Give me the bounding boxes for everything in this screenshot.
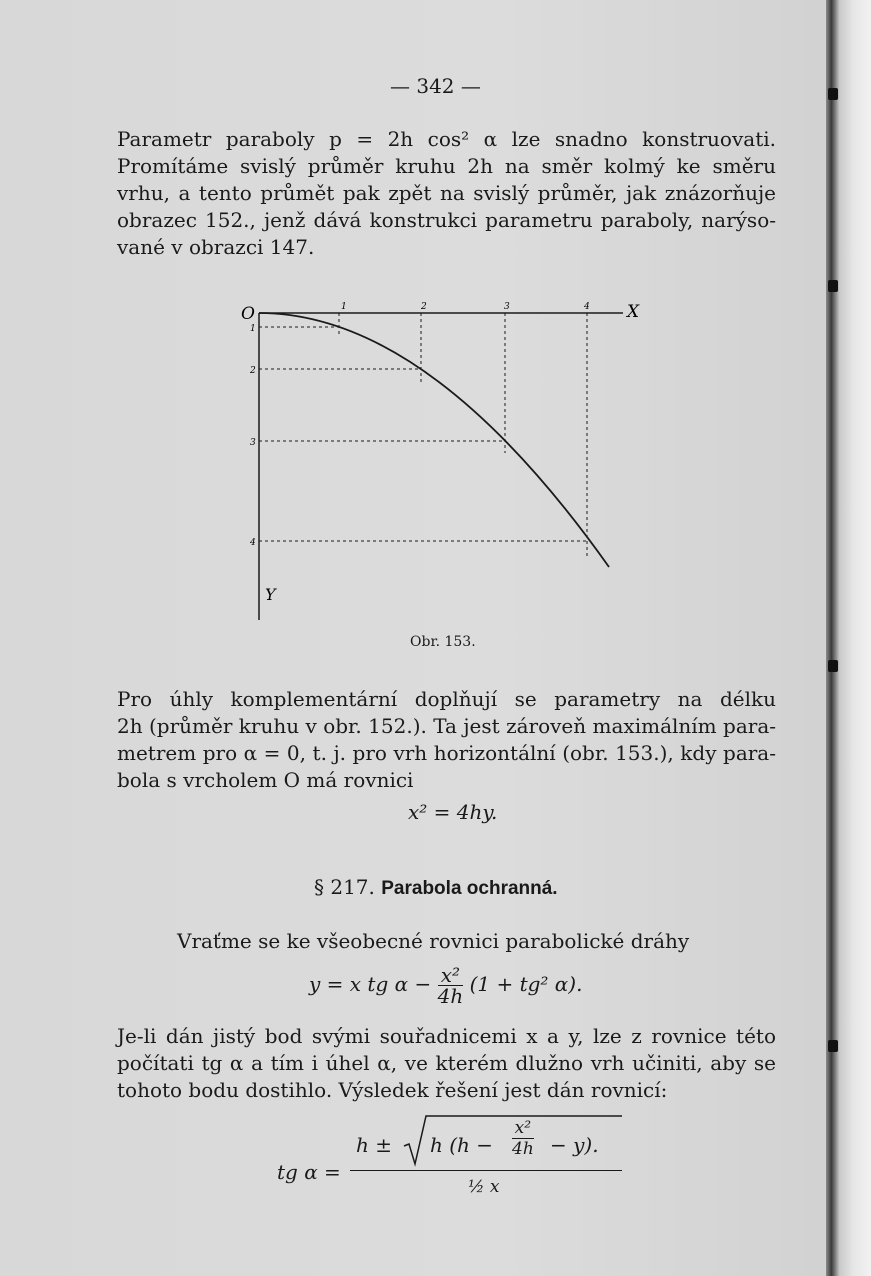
final-eq-num-prefix: h ± xyxy=(356,1133,392,1157)
final-eq-sqrt-a: h (h − xyxy=(430,1133,494,1157)
eq-left: y = x tg α − xyxy=(309,972,432,996)
main-fraction-bar xyxy=(350,1170,622,1171)
y-tick-label: 1 xyxy=(250,324,256,334)
binding-hole xyxy=(828,660,838,672)
text-line: metrem pro α = 0, t. j. pro vrh horizontální (obr. 153.), kdy para- xyxy=(117,741,776,765)
binding-hole xyxy=(828,88,838,100)
x-tick-label: 1 xyxy=(341,302,347,312)
text-line: 2h (průměr kruhu v obr. 152.). Ta jest zároveň maximálním para- xyxy=(117,714,776,738)
text-line: bola s vrcholem O má rovnici xyxy=(117,768,414,792)
final-eq-lhs: tg α = xyxy=(277,1160,341,1184)
text-line: Parametr paraboly p = 2h cos² α lze snadno konstruovati. xyxy=(117,127,776,151)
parabola-figure xyxy=(225,295,645,630)
origin-label: O xyxy=(241,304,255,324)
figure-caption: Obr. 153. xyxy=(410,634,476,650)
eq-fraction xyxy=(438,965,464,1006)
y-tick-label: 3 xyxy=(250,438,256,448)
intro-line: Vraťme se ke všeobecné rovnici parabolické dráhy xyxy=(177,929,690,953)
section-symbol: § 217. xyxy=(314,875,375,899)
final-eq-sqrt-b: − y). xyxy=(550,1133,599,1157)
binding-hole xyxy=(828,1040,838,1052)
x-tick-label: 3 xyxy=(504,302,510,312)
y-tick-label: 2 xyxy=(250,366,256,376)
equation-general xyxy=(309,964,582,1006)
eq-denominator: 4h xyxy=(437,984,464,1008)
y-tick-label: 4 xyxy=(250,538,256,548)
final-eq-inner-fraction xyxy=(512,1118,534,1159)
x-tick-label: 4 xyxy=(584,302,590,312)
y-axis-label: Y xyxy=(265,585,276,604)
final-eq-denominator: ½ x xyxy=(468,1177,500,1197)
page-number: — 342 — xyxy=(390,74,481,98)
eq-right: (1 + tg² α). xyxy=(469,972,583,996)
x-axis-label: X xyxy=(627,302,640,322)
text-line: vané v obrazci 147. xyxy=(117,235,315,259)
eq-numerator: x² xyxy=(438,965,464,986)
paragraph-parameter xyxy=(117,128,776,263)
section-title: Parabola ochranná. xyxy=(381,878,558,899)
parabola-curve xyxy=(259,313,609,567)
text-line: obrazec 152., jenž dává konstrukci parametru paraboly, narýso- xyxy=(117,208,776,232)
book-gutter xyxy=(826,0,871,1276)
x-tick-label: 2 xyxy=(421,302,427,312)
section-heading xyxy=(314,876,558,900)
text-line: Pro úhly komplementární doplňují se parametry na délku xyxy=(117,687,776,711)
binding-hole xyxy=(828,280,838,292)
paragraph-complementary xyxy=(117,688,776,796)
text-line: vrhu, a tento průmět pak zpět na svislý průměr, jak znázorňuje xyxy=(117,181,776,205)
inner-numerator: x² xyxy=(512,1118,534,1139)
construction-lines xyxy=(259,313,587,557)
paragraph-solution xyxy=(117,1025,776,1106)
inner-denominator: 4h xyxy=(512,1139,534,1159)
text-line: tohoto bodu dostihlo. Výsledek řešení jest dán rovnicí: xyxy=(117,1078,668,1102)
equation-parabola: x² = 4hy. xyxy=(408,800,498,824)
text-line: Je-li dán jistý bod svými souřadnicemi x a y, lze z rovnice této xyxy=(117,1024,776,1048)
text-line: počítati tg α a tím i úhel α, ve kterém dlužno vrh učiniti, aby se xyxy=(117,1051,776,1075)
text-line: Promítáme svislý průměr kruhu 2h na směr kolmý ke směru xyxy=(117,154,776,178)
